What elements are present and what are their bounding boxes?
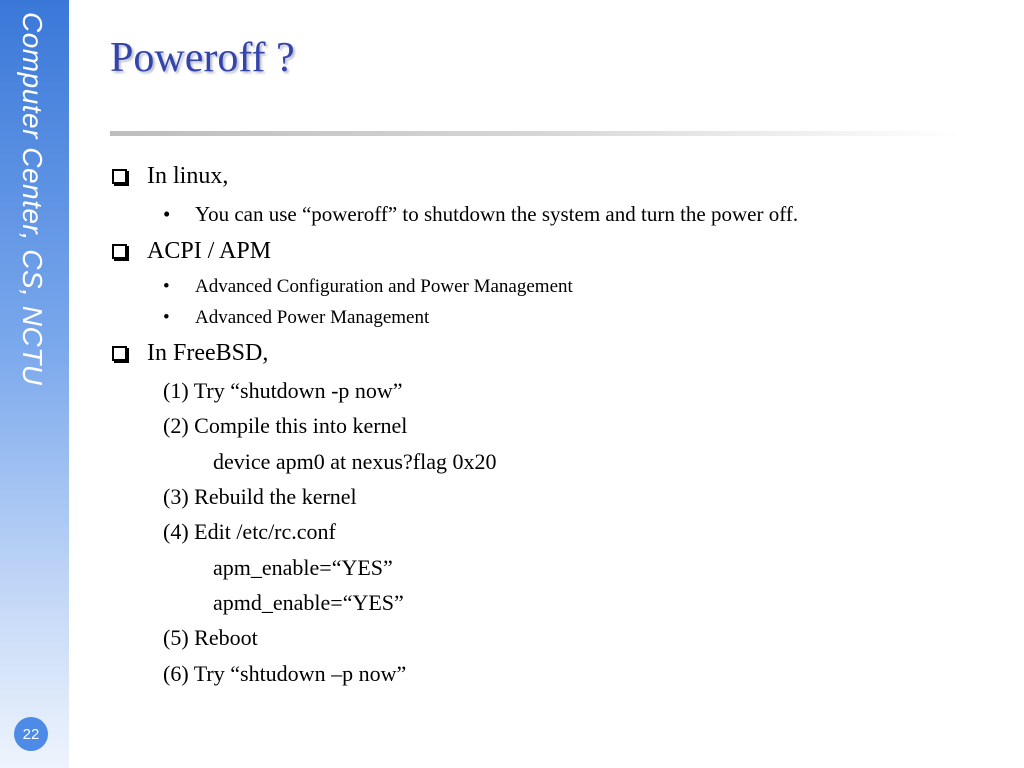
checkbox-bullet-icon (112, 169, 127, 184)
step-line: (2) Compile this into kernel (163, 413, 408, 438)
section-heading: In linux, (147, 163, 229, 189)
section-acpi (112, 238, 271, 265)
step-line: (1) Try “shutdown -p now” (163, 378, 403, 403)
section-heading: In FreeBSD, (147, 340, 269, 366)
step-line: (5) Reboot (163, 625, 258, 650)
slide-title: Poweroff ? (110, 35, 295, 81)
section-linux (112, 163, 228, 190)
list-item (163, 307, 429, 329)
list-item-text: You can use “poweroff” to shutdown the system and turn the power off. (195, 202, 799, 226)
section-heading: ACPI / APM (147, 238, 272, 264)
list-item-text: Advanced Power Management (195, 307, 430, 328)
list-item (163, 276, 573, 298)
step-line: (3) Rebuild the kernel (163, 484, 357, 509)
page-number-badge: 22 (14, 717, 48, 751)
bullet-icon: • (163, 276, 170, 297)
step-line: (4) Edit /etc/rc.conf (163, 519, 336, 544)
list-item-text: Advanced Configuration and Power Management (195, 276, 573, 297)
bullet-icon: • (163, 202, 171, 226)
bullet-icon: • (163, 307, 170, 328)
step-line: (6) Try “shtudown –p now” (163, 661, 407, 686)
sidebar (0, 0, 69, 768)
section-freebsd (112, 340, 268, 367)
checkbox-bullet-icon (112, 346, 127, 361)
config-line: apmd_enable=“YES” (213, 590, 404, 615)
title-divider (110, 131, 960, 136)
list-item (163, 202, 798, 227)
checkbox-bullet-icon (112, 244, 127, 259)
config-line: device apm0 at nexus?flag 0x20 (213, 449, 497, 474)
config-line: apm_enable=“YES” (213, 555, 393, 580)
sidebar-caption: Computer Center, CS, NCTU (17, 12, 48, 386)
